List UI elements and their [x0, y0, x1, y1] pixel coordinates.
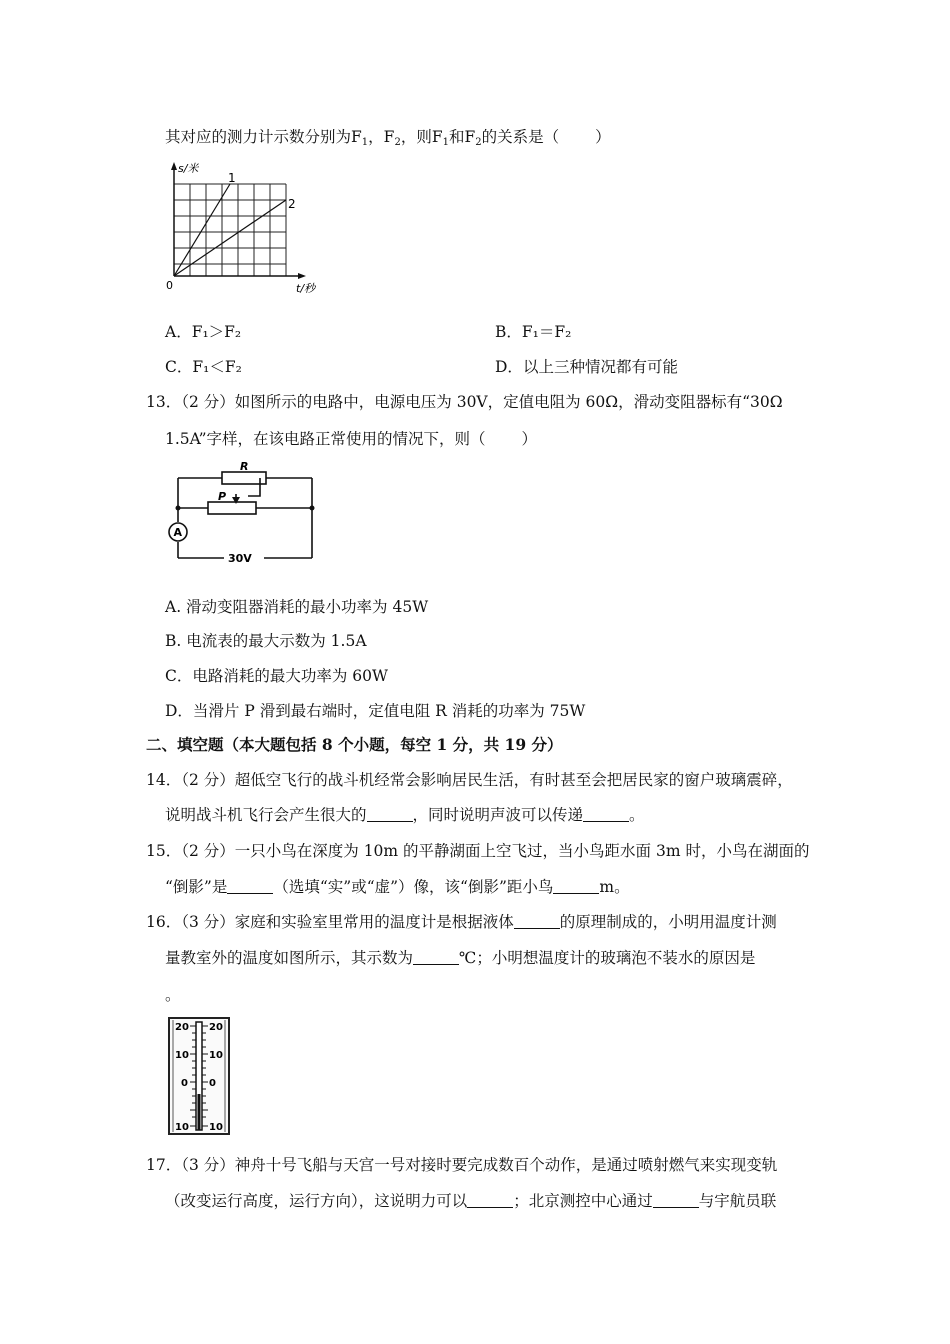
- thermometer-liquid: [198, 1094, 201, 1130]
- ammeter-label: A: [173, 526, 183, 539]
- q15-stem-line1: 15．（2 分）一只小鸟在深度为 10m 的平静湖面上空飞过，当小鸟距水面 3m 时，小鸟在湖面的: [146, 842, 810, 860]
- graph-line-2: [174, 200, 286, 276]
- x-axis-arrow: [298, 273, 306, 279]
- line-2-label: 2: [288, 197, 296, 211]
- section2-title: 二、填空题（本大题包括 8 个小题，每空 1 分，共 19 分）: [146, 735, 563, 754]
- rheostat: [208, 502, 256, 514]
- q14-blank-1[interactable]: [367, 807, 413, 822]
- q14-blank-2[interactable]: [583, 807, 629, 822]
- rheostat-connection: [248, 478, 260, 496]
- circuit-diagram: [160, 460, 330, 572]
- q16-blank-1[interactable]: [514, 914, 560, 929]
- source-label: 30V: [228, 552, 252, 565]
- x-axis-label: t/秒: [296, 282, 316, 295]
- q12-option-c: C．F₁＜F₂: [165, 358, 242, 376]
- thermo-label-10-left: 10: [175, 1050, 189, 1061]
- thermo-label-m10-left: 10: [175, 1122, 189, 1133]
- q16-stem-line3: 。: [165, 986, 181, 1004]
- thermo-label-0-left: 0: [181, 1078, 188, 1089]
- f2-symbol: F: [383, 128, 395, 146]
- q12-option-b: B．F₁＝F₂: [495, 323, 572, 341]
- q15-blank-1[interactable]: [227, 879, 273, 894]
- thermo-label-20-right: 20: [209, 1022, 223, 1033]
- junction-left: [176, 506, 181, 511]
- q12-stem: 其对应的测力计示数分别为$F_1$，$F_2$，则$F_1$和$F_2$的关系是（ ）: [165, 128, 611, 148]
- thermo-label-10-right: 10: [209, 1050, 223, 1061]
- origin-label: 0: [166, 279, 173, 292]
- q13-option-d: D．当滑片 P 滑到最右端时，定值电阻 R 消耗的功率为 75W: [165, 702, 586, 720]
- q17-stem-line1: 17．（3 分）神舟十号飞船与天宫一号对接时要完成数百个动作，是通过喷射燃气来实现变轨: [146, 1156, 778, 1174]
- q12-option-a: A．F₁＞F₂: [165, 323, 242, 341]
- q13-option-b: B. 电流表的最大示数为 1.5A: [165, 632, 367, 650]
- f1-symbol: F: [351, 128, 362, 146]
- q16-stem-line1: 16．（3 分）家庭和实验室里常用的温度计是根据液体 的原理制成的，小明用温度计测: [146, 913, 777, 931]
- junction-right: [310, 506, 315, 511]
- q13-stem-line1: 13．（2 分）如图所示的电路中，电源电压为 30V，定值电阻为 60Ω，滑动变阻器标有“30Ω: [146, 393, 783, 411]
- y-axis-label: s/米: [178, 162, 199, 175]
- q13-option-a: A. 滑动变阻器消耗的最小功率为 45W: [165, 598, 429, 616]
- q16-stem-line2: 量教室外的温度如图所示，其示数为 ℃；小明想温度计的玻璃泡不装水的原因是: [165, 949, 756, 967]
- thermo-label-m10-right: 10: [209, 1122, 223, 1133]
- line-1-label: 1: [228, 171, 236, 185]
- y-axis-arrow: [171, 162, 177, 170]
- resistor-label: R: [240, 460, 249, 473]
- q15-blank-2[interactable]: [553, 879, 599, 894]
- q17-blank-2[interactable]: [653, 1193, 699, 1208]
- q13-option-c: C．电路消耗的最大功率为 60W: [165, 667, 388, 685]
- q13-stem-line2: 1.5A”字样，在该电路正常使用的情况下，则（ ）: [165, 430, 538, 448]
- thermo-label-20-left: 20: [175, 1022, 189, 1033]
- thermometer-figure: [166, 1016, 234, 1138]
- st-graph: [160, 158, 320, 298]
- slider-label: P: [218, 490, 227, 503]
- q17-blank-1[interactable]: [467, 1193, 513, 1208]
- slider-arrow: [232, 497, 240, 504]
- q14-stem-line1: 14．（2 分）超低空飞行的战斗机经常会影响居民生活，有时甚至会把居民家的窗户玻璃震碎，: [146, 771, 793, 789]
- thermo-label-0-right: 0: [209, 1078, 216, 1089]
- graph-grid: [174, 184, 286, 276]
- q15-stem-line2: “倒影”是 （选填“实”或“虚”）像，该“倒影”距小鸟 m。: [165, 878, 630, 896]
- q17-stem-line2: （改变运行高度，运行方向），这说明力可以 ；北京测控中心通过 与宇航员联: [165, 1192, 777, 1210]
- q14-stem-line2: 说明战斗机飞行会产生很大的 ，同时说明声波可以传递 。: [165, 806, 645, 824]
- q16-blank-2[interactable]: [413, 950, 459, 965]
- q12-option-d: D．以上三种情况都有可能: [495, 358, 678, 376]
